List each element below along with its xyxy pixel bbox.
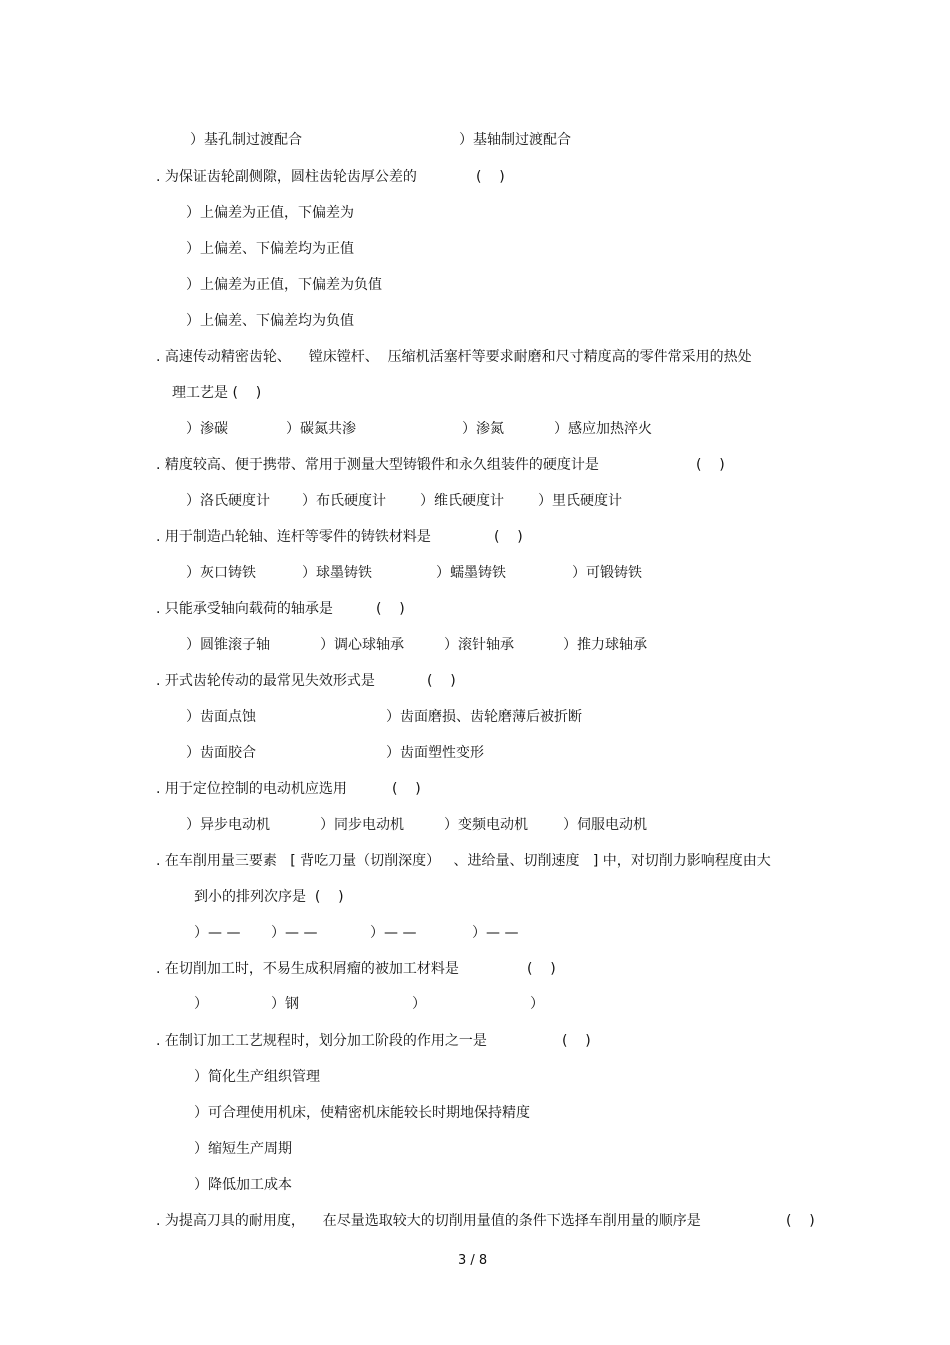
question-text: . 为保证齿轮副侧隙，圆柱齿轮齿厚公差的: [156, 169, 417, 185]
question-text: . 在切削加工时，不易生成积屑瘤的被加工材料是: [156, 961, 459, 977]
option-text: ）蠕墨铸铁: [436, 565, 506, 581]
answer-blank: ( ): [376, 601, 405, 617]
option-text: ）渗碳: [186, 421, 228, 437]
option-text: ）— —: [472, 925, 519, 941]
option-text: ）布氏硬度计: [302, 493, 386, 509]
option-text: ）齿面点蚀: [186, 709, 256, 725]
question-text: . 用于定位控制的电动机应选用: [156, 781, 347, 797]
option-text: ）上偏差为正值，下偏差为负值: [186, 277, 382, 293]
answer-blank: ( ): [527, 961, 556, 977]
answer-blank: ( ): [786, 1213, 815, 1229]
option-text: ）可合理使用机床，使精密机床能较长时期地保持精度: [194, 1105, 530, 1121]
option-text: ）钢: [271, 996, 299, 1012]
option-text: ）上偏差、下偏差均为正值: [186, 241, 354, 257]
option-text: ）上偏差为正值，下偏差为: [186, 205, 354, 221]
question-text: . 开式齿轮传动的最常见失效形式是: [156, 673, 375, 689]
option-text: ）: [412, 996, 426, 1012]
option-text: ）基轴制过渡配合: [459, 132, 571, 148]
option-text: ）上偏差、下偏差均为负值: [186, 313, 354, 329]
question-text: 到小的排列次序是 ( ): [194, 889, 344, 905]
answer-blank: ( ): [476, 169, 505, 185]
question-text: 理工艺是 ( ): [172, 385, 262, 401]
option-text: ）— —: [271, 925, 318, 941]
question-text: . 精度较高、便于携带、常用于测量大型铸锻件和永久组装件的硬度计是: [156, 457, 599, 473]
option-text: ）降低加工成本: [194, 1177, 292, 1193]
option-text: ）里氏硬度计: [538, 493, 622, 509]
option-text: ）— —: [194, 925, 241, 941]
option-text: ）圆锥滚子轴: [186, 637, 270, 653]
option-text: ）灰口铸铁: [186, 565, 256, 581]
option-text: ）洛氏硬度计: [186, 493, 270, 509]
option-text: ）齿面磨损、齿轮磨薄后被折断: [386, 709, 582, 725]
answer-blank: ( ): [562, 1033, 591, 1049]
option-text: ）滚针轴承: [444, 637, 514, 653]
option-text: ）齿面胶合: [186, 745, 256, 761]
answer-blank: ( ): [494, 529, 523, 545]
option-text: ）感应加热淬火: [554, 421, 652, 437]
question-text: . 用于制造凸轮轴、连杆等零件的铸铁材料是: [156, 529, 431, 545]
page-number: 3 / 8: [458, 1253, 488, 1268]
option-text: ）— —: [370, 925, 417, 941]
option-text: ）异步电动机: [186, 817, 270, 833]
option-text: ）球墨铸铁: [302, 565, 372, 581]
option-text: ）调心球轴承: [320, 637, 404, 653]
option-text: ）缩短生产周期: [194, 1141, 292, 1157]
option-text: ）渗氮: [462, 421, 504, 437]
option-text: ）碳氮共渗: [286, 421, 356, 437]
option-text: ）推力球轴承: [563, 637, 647, 653]
option-text: ）维氏硬度计: [420, 493, 504, 509]
option-text: ）伺服电动机: [563, 817, 647, 833]
question-text: . 高速传动精密齿轮、 镗床镗杆、 压缩机活塞杆等要求耐磨和尺寸精度高的零件常采用的热处: [156, 349, 752, 365]
option-text: ）可锻铸铁: [572, 565, 642, 581]
option-text: ）简化生产组织管理: [194, 1069, 320, 1085]
question-text: . 为提高刀具的耐用度， 在尽量选取较大的切削用量值的条件下选择车削用量的顺序是: [156, 1213, 701, 1229]
option-text: ）变频电动机: [444, 817, 528, 833]
question-text: . 在制订加工工艺规程时，划分加工阶段的作用之一是: [156, 1033, 487, 1049]
option-text: ）同步电动机: [320, 817, 404, 833]
option-text: ）: [530, 996, 544, 1012]
answer-blank: ( ): [696, 457, 725, 473]
option-text: ）: [194, 996, 208, 1012]
answer-blank: ( ): [427, 673, 456, 689]
question-text: . 只能承受轴向载荷的轴承是: [156, 601, 333, 617]
option-text: ）齿面塑性变形: [386, 745, 484, 761]
question-text: . 在车削用量三要素 [ 背吃刀量（切削深度） 、进给量、切削速度 ] 中，对切削力影响程度由大: [156, 853, 771, 869]
option-text: ）基孔制过渡配合: [190, 132, 302, 148]
answer-blank: ( ): [392, 781, 421, 797]
